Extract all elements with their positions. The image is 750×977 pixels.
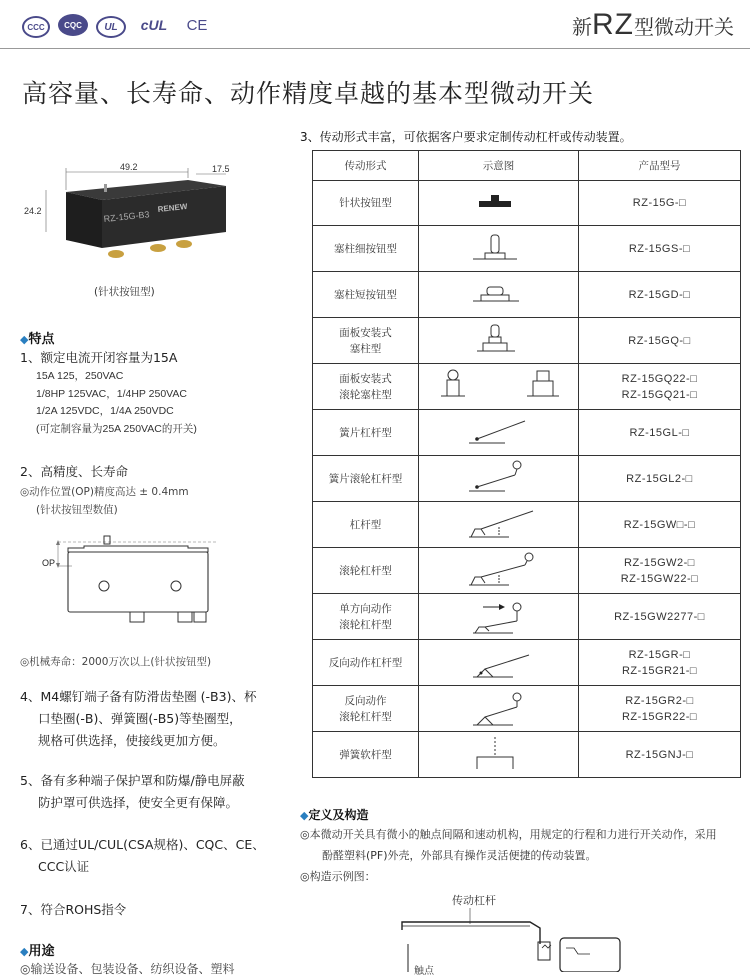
product-model: RZ-15GQ-□ [579, 318, 741, 364]
header-model: 产品型号 [579, 151, 741, 181]
switch-brand-marking: RENEW [157, 201, 188, 214]
table-row [313, 318, 741, 364]
feature-7: 7、符合ROHS指令 [20, 902, 127, 917]
brand-title: 新RZ型微动开关 [572, 8, 734, 41]
feature-5: 5、备有多种端子保护罩和防爆/静电屏蔽 防护罩可供选择，使安全更有保障。 [20, 773, 245, 810]
table-row [313, 181, 741, 226]
actuator-type: 针状按钮型 [313, 181, 419, 226]
table-row [313, 732, 741, 778]
leaf-roller-lever-icon [419, 459, 578, 499]
actuator-type: 面板安装式 塞柱型 [313, 318, 419, 364]
actuator-type: 簧片杠杆型 [313, 410, 419, 456]
feature-2-note2: (针状按钮型数值) [36, 504, 118, 516]
product-model: RZ-15G-□ [579, 181, 741, 226]
label-contact: 触点 [414, 966, 434, 977]
diamond-icon: ◆ [300, 809, 309, 822]
table-row [313, 364, 741, 410]
dim-depth: 17.5 [212, 164, 230, 174]
table-header-row [313, 151, 741, 181]
actuator-diagram [419, 732, 579, 778]
op-diagram [38, 530, 238, 640]
actuator-type: 簧片滚轮杠杆型 [313, 456, 419, 502]
header-type: 传动形式 [313, 151, 419, 181]
diamond-icon: ◆ [20, 333, 29, 346]
header-diagram: 示意图 [419, 151, 579, 181]
label-lever: 传动杠杆 [452, 894, 496, 907]
slim-plunger-icon [419, 229, 578, 269]
structure-diagram [390, 904, 640, 977]
product-model: RZ-15GS-□ [579, 226, 741, 272]
usage-heading: ◆用途 [20, 944, 55, 959]
product-caption: (针状按钮型) [94, 286, 155, 298]
table-row [313, 272, 741, 318]
table-row [313, 226, 741, 272]
roller-lever-icon [419, 551, 578, 591]
actuator-type: 弹簧软杆型 [313, 732, 419, 778]
table-row [313, 686, 741, 732]
one-way-roller-lever-icon [419, 597, 578, 637]
diamond-icon: ◆ [20, 945, 29, 958]
actuator-type: 塞柱短按钮型 [313, 272, 419, 318]
actuator-diagram [419, 548, 579, 594]
table-row [313, 548, 741, 594]
actuator-diagram [419, 686, 579, 732]
product-model: RZ-15GD-□ [579, 272, 741, 318]
ul-logo-icon: UL [96, 16, 126, 38]
actuator-diagram [419, 456, 579, 502]
table-row [313, 456, 741, 502]
actuator-diagram [419, 364, 579, 410]
leaf-lever-icon [419, 413, 578, 453]
product-model: RZ-15GW2277-□ [579, 594, 741, 640]
dim-width: 49.2 [120, 162, 138, 172]
short-plunger-icon [419, 275, 578, 315]
op-label: OP [42, 558, 56, 568]
product-model: RZ-15GW□-□ [579, 502, 741, 548]
feature-6: 6、已通过UL/CUL(CSA规格)、CQC、CE、 CCC认证 [20, 837, 265, 874]
table-row [313, 502, 741, 548]
cqc-logo-icon: CQC [58, 14, 88, 36]
actuator-type: 滚轮杠杆型 [313, 548, 419, 594]
actuator-diagram [419, 226, 579, 272]
table-row [313, 410, 741, 456]
pin-plunger-icon [419, 183, 578, 223]
actuator-type: 塞柱细按钮型 [313, 226, 419, 272]
actuator-type: 单方向动作 滚轮杠杆型 [313, 594, 419, 640]
cul-logo-icon: cUL [140, 17, 168, 33]
actuator-table [312, 150, 741, 778]
feature-1-specs: 15A 125，250VAC 1/8HP 125VAC，1/4HP 250VAC 1/2A 125VDC，1/4A 250VDC (可定制容量为25A 250VAC的开关) [36, 370, 197, 435]
product-model: RZ-15GNJ-□ [579, 732, 741, 778]
features-heading: ◆特点 [20, 332, 55, 347]
table-intro: 3、传动形式丰富，可依据客户要求定制传动杠杆或传动装置。 [300, 130, 632, 144]
spring-rod-icon [419, 735, 578, 775]
dim-height: 24.2 [24, 206, 42, 216]
reverse-lever-icon [419, 643, 578, 683]
reverse-roller-lever-icon [419, 689, 578, 729]
actuator-diagram [419, 594, 579, 640]
ce-logo-icon: CE [186, 16, 208, 34]
table-row [313, 594, 741, 640]
actuator-type: 面板安装式 滚轮塞柱型 [313, 364, 419, 410]
feature-2-title: 2、高精度、长寿命 [20, 464, 128, 479]
actuator-diagram [419, 272, 579, 318]
product-model: RZ-15GL-□ [579, 410, 741, 456]
actuator-diagram [419, 410, 579, 456]
hinge-lever-icon [419, 505, 578, 545]
actuator-type: 杠杆型 [313, 502, 419, 548]
usage-text: ◎输送设备、包装设备、纺织设备、塑料 [20, 962, 235, 976]
actuator-type: 反向动作 滚轮杠杆型 [313, 686, 419, 732]
product-model: RZ-15GQ22-□ RZ-15GQ21-□ [579, 364, 741, 410]
panel-roller-plunger-icon [419, 367, 578, 407]
actuator-diagram [419, 318, 579, 364]
product-model: RZ-15GR2-□ RZ-15GR22-□ [579, 686, 741, 732]
actuator-type: 反向动作杠杆型 [313, 640, 419, 686]
ccc-logo-icon: CCC [22, 16, 50, 38]
actuator-diagram [419, 181, 579, 226]
product-photo [20, 160, 240, 280]
panel-plunger-icon [419, 321, 578, 361]
life-note: ◎机械寿命：2000万次以上(针状按钮型) [20, 656, 212, 668]
definition-heading: ◆定义及构造 [300, 808, 369, 822]
page-title: 高容量、长寿命、动作精度卓越的基本型微动开关 [22, 79, 595, 108]
product-model: RZ-15GW2-□ RZ-15GW22-□ [579, 548, 741, 594]
table-row [313, 640, 741, 686]
definition-text: ◎本微动开关具有微小的触点间隔和速动机构，用规定的行程和力进行开关动作，采用 酚醛塑料(PF)外壳，外部具有操作灵活便捷的传动装置。 ◎构造示例图： [300, 828, 717, 883]
feature-2-note: ◎动作位置(OP)精度高达 ± 0.4mm [20, 486, 189, 498]
product-model: RZ-15GR-□ RZ-15GR21-□ [579, 640, 741, 686]
actuator-diagram [419, 640, 579, 686]
switch-body-marking: RZ-15G-B3 [103, 209, 150, 224]
page-header [0, 0, 750, 49]
feature-4: 4、M4螺钉端子备有防滑齿垫圈 (-B3)、杯 口垫圈(-B)、弹簧圈(-B5)等垫圈型， 规格可供选择，使接线更加方便。 [20, 689, 257, 748]
product-model: RZ-15GL2-□ [579, 456, 741, 502]
feature-1-title: 1、额定电流开闭容量为15A [20, 350, 178, 365]
actuator-diagram [419, 502, 579, 548]
